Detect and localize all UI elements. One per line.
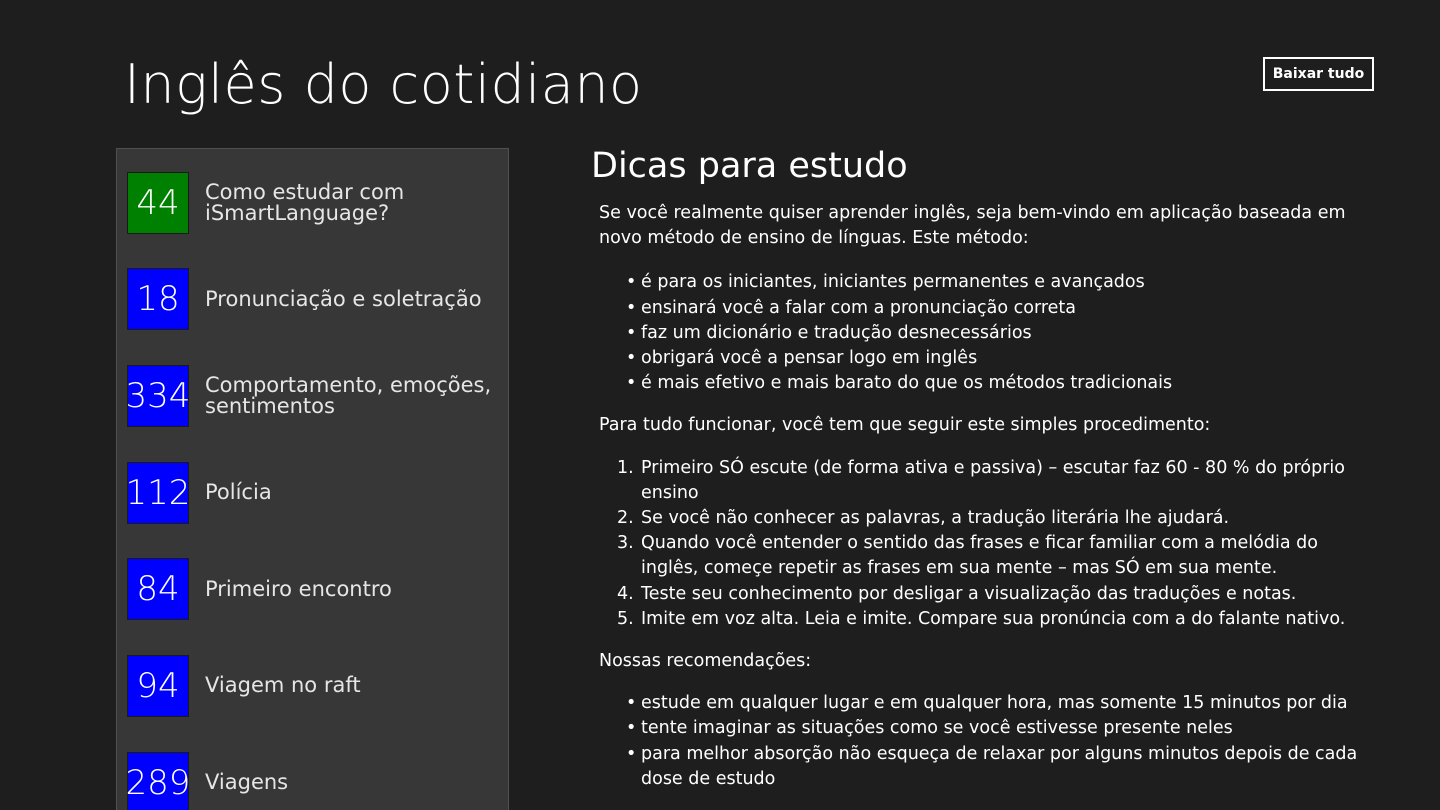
- lesson-count-tile: 18: [127, 268, 189, 330]
- recommendation-item: • para melhor absorção não esqueça de relaxar por alguns minutos depois de cada dose de estudo: [641, 742, 1379, 792]
- download-all-button[interactable]: Baixar tudo: [1263, 57, 1374, 91]
- tips-body: [599, 201, 1379, 792]
- lesson-item[interactable]: [127, 558, 497, 621]
- lesson-label: Viagem no raft: [205, 673, 361, 698]
- lesson-item[interactable]: [127, 751, 497, 810]
- page-title: Inglês do cotidiano: [124, 53, 643, 116]
- lesson-item[interactable]: [127, 364, 497, 427]
- procedure-step: Imite em voz alta. Leia e imite. Compare sua pronúncia com a do falante nativo.: [641, 608, 1346, 629]
- method-point: • obrigará você a pensar logo em inglês: [641, 346, 1379, 371]
- recommendation-item: • tente imaginar as situações como se você estivesse presente neles: [641, 716, 1379, 741]
- procedure-steps-list: [599, 456, 1379, 632]
- tips-content: [591, 144, 1391, 789]
- procedure-step: Teste seu conhecimento por desligar a visualização das traduções e notas.: [641, 583, 1297, 604]
- lesson-label: Comportamento, emoções, sentimentos: [205, 372, 492, 418]
- tips-title: Dicas para estudo: [591, 146, 908, 186]
- lesson-count-tile: 94: [127, 655, 189, 717]
- lesson-label: Pronunciação e soletração: [205, 286, 482, 311]
- method-point: • ensinará você a falar com a pronunciação correta: [641, 296, 1379, 321]
- lesson-label: Polícia: [205, 480, 272, 505]
- lesson-count-tile: 289: [127, 752, 189, 810]
- lesson-count-tile: 84: [127, 558, 189, 620]
- lesson-count-tile: 112: [127, 462, 189, 524]
- recommendations-list: [599, 691, 1379, 792]
- procedure-step: Quando você entender o sentido das frases e ficar familiar com a melódia do inglês, começe repetir as frases em sua mente – mas SÓ em sua mente.: [641, 533, 1318, 579]
- tips-intro: Se você realmente quiser aprender inglês, seja bem-vindo em aplicação baseada em novo método de ensino de línguas. Este método:: [599, 203, 1346, 249]
- lesson-item[interactable]: [127, 654, 497, 717]
- method-point: • é para os iniciantes, iniciantes permanentes e avançados: [641, 270, 1379, 295]
- lesson-label: Como estudar com iSmartLanguage?: [205, 179, 405, 225]
- method-points-list: [599, 270, 1379, 396]
- lesson-label: Viagens: [205, 770, 289, 795]
- procedure-step: Se você não conhecer as palavras, a tradução literária lhe ajudará.: [641, 508, 1230, 529]
- lesson-item[interactable]: [127, 461, 497, 524]
- method-point: • é mais efetivo e mais barato do que os métodos tradicionais: [641, 371, 1379, 396]
- lesson-list: [127, 171, 497, 810]
- lesson-count-tile: 44: [127, 172, 189, 234]
- lesson-count-tile: 334: [127, 365, 189, 427]
- recommendations-intro: Nossas recomendações:: [599, 651, 812, 672]
- recommendation-item: • estude em qualquer lugar e em qualquer hora, mas somente 15 minutos por dia: [641, 691, 1379, 716]
- procedure-step: Primeiro SÓ escute (de forma ativa e passiva) – escutar faz 60 - 80 % do próprio ensino: [641, 457, 1345, 503]
- lesson-item[interactable]: [127, 171, 497, 234]
- lesson-list-panel[interactable]: [116, 148, 509, 810]
- lesson-label: Primeiro encontro: [205, 576, 392, 601]
- lesson-item[interactable]: [127, 268, 497, 331]
- procedure-intro: Para tudo funcionar, você tem que seguir este simples procedimento:: [599, 415, 1211, 436]
- method-point: • faz um dicionário e tradução desnecessários: [641, 321, 1379, 346]
